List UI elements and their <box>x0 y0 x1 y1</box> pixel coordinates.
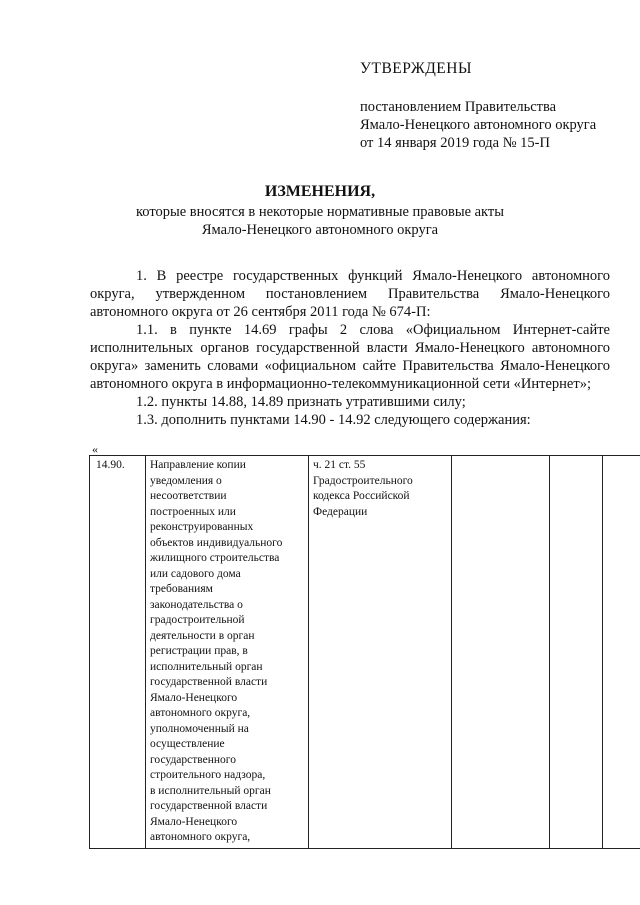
approval-line: от 14 января 2019 года № 15-П <box>360 135 550 151</box>
opening-quote: « <box>92 442 98 456</box>
description-line: объектов индивидуального <box>150 536 283 549</box>
description-line: государственного <box>150 753 236 766</box>
description-line: автономного округа, <box>150 707 251 719</box>
paragraph-1-2: 1.2. пункты 14.88, 14.89 признать утратившими силу; <box>136 394 466 410</box>
cell-empty-5 <box>550 456 603 849</box>
description-line: градостроительной <box>150 614 245 626</box>
cell-description <box>146 456 309 849</box>
document-subtitle <box>0 203 640 239</box>
description-line: автономного округа, <box>150 831 251 843</box>
basis-line: кодекса Российской <box>313 490 410 502</box>
document-title: ИЗМЕНЕНИЯ, <box>264 183 376 200</box>
table-row <box>90 456 640 849</box>
description-line: жилищного строительства <box>150 552 280 564</box>
approval-line: Ямало-Ненецкого автономного округа <box>360 117 597 133</box>
description-line: осуществление <box>150 738 225 750</box>
paragraph-1: 1. В реестре государственных функций Ямало-Ненецкого автономного округа, утвержденном постановлением Правительства Ямало-Ненецкого автономного округа от 26 сентября 2011 года № 674-П: <box>90 268 610 320</box>
basis-line: ч. 21 ст. 55 <box>313 459 366 471</box>
description-line: реконструированных <box>150 521 254 533</box>
description-line: строительного надзора, <box>150 769 266 781</box>
basis-line: Федерации <box>313 505 368 518</box>
description-line: Ямало-Ненецкого <box>150 815 238 828</box>
description-line: уполномоченный на <box>150 722 249 735</box>
amendment-table <box>89 455 640 849</box>
approval-line: постановлением Правительства <box>360 99 557 115</box>
cell-empty-4 <box>452 456 550 849</box>
description-line: требованиям <box>150 583 213 595</box>
document-body <box>90 267 610 429</box>
paragraph-1-3: 1.3. дополнить пунктами 14.90 - 14.92 следующего содержания: <box>136 412 531 428</box>
description-line: государственной власти <box>150 676 268 688</box>
description-line: или садового дома <box>150 567 241 580</box>
description-line: Направление копии <box>150 459 246 471</box>
description-line: уведомления о <box>150 474 222 487</box>
description-line: построенных или <box>150 505 236 518</box>
description-line: государственной власти <box>150 800 268 812</box>
description-line: Ямало-Ненецкого <box>150 691 238 704</box>
paragraph-1-1: 1.1. в пункте 14.69 графы 2 слова «Официальном Интернет-сайте исполнительных органов государственной власти Ямало-Ненецкого автономного округа» заменить словами «официальном сайте Правительства Ямало-Ненецкого автономного округа в информационно-телекоммуникационной сети «Интернет»; <box>90 322 610 392</box>
approval-heading: УТВЕРЖДЕНЫ <box>360 60 472 77</box>
subtitle-line: Ямало-Ненецкого автономного округа <box>201 222 439 238</box>
basis-line: Градостроительного <box>313 474 413 487</box>
description-line: законодательства о <box>150 598 243 611</box>
description-line: деятельности в орган <box>150 629 255 642</box>
approval-block <box>360 60 630 152</box>
cell-legal-basis <box>309 456 452 849</box>
cell-number: 14.90. <box>90 456 146 849</box>
description-line: в исполнительный орган <box>150 784 271 797</box>
subtitle-line: которые вносятся в некоторые нормативные правовые акты <box>135 204 504 220</box>
description-line: регистрации прав, в <box>150 645 248 657</box>
description-line: несоответствии <box>150 490 227 502</box>
description-line: исполнительный орган <box>150 660 263 673</box>
cell-empty-6 <box>603 456 640 849</box>
